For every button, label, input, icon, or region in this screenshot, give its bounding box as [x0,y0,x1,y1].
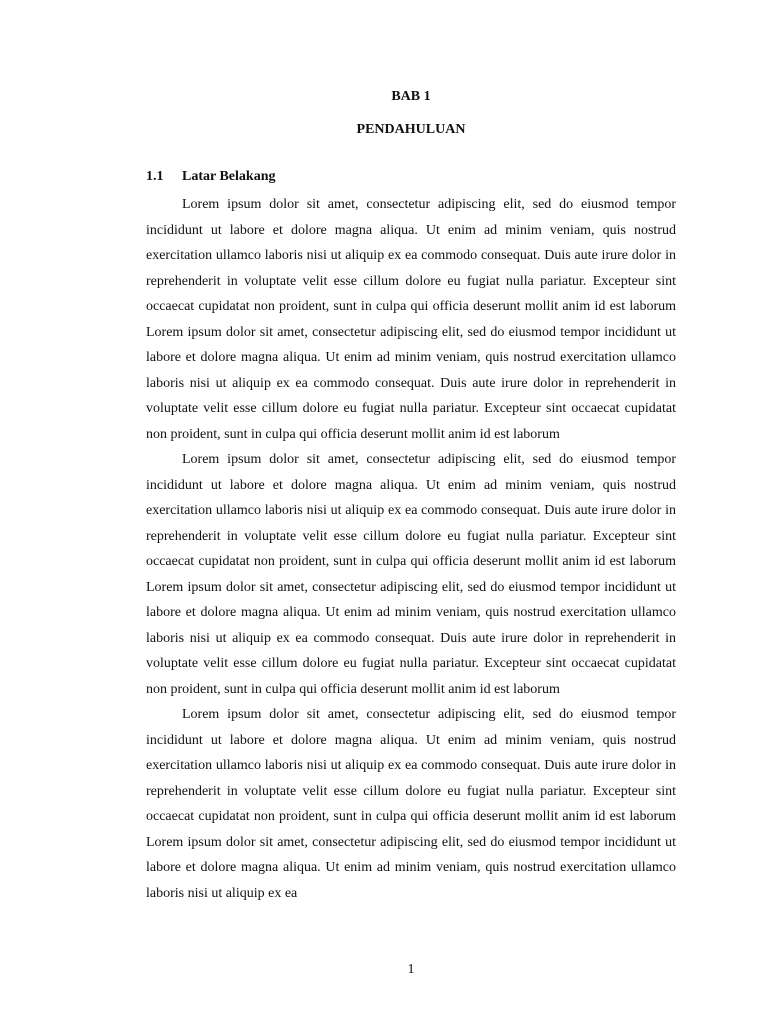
paragraph: Lorem ipsum dolor sit amet, consectetur adipiscing elit, sed do eiusmod tempor incididunt ut labore et dolore magna aliqua. Ut enim ad minim veniam, quis nostrud exercitation ullamco laboris nisi ut aliquip ex ea commodo consequat. Duis aute irure dolor in reprehenderit in voluptate velit esse cillum dolore eu fugiat nulla pariatur. Excepteur sint occaecat cupidatat non proident, sunt in culpa qui officia deserunt mollit anim id est laborum Lorem ipsum dolor sit amet, consectetur adipiscing elit, sed do eiusmod tempor incididunt ut labore et dolore magna aliqua. Ut enim ad minim veniam, quis nostrud exercitation ullamco laboris nisi ut aliquip ex ea commodo consequat. Duis aute irure dolor in reprehenderit in voluptate velit esse cillum dolore eu fugiat nulla pariatur. Excepteur sint occaecat cupidatat non proident, sunt in culpa qui officia deserunt mollit anim id est laborum [146,197,676,442]
section-number: 1.1 [146,169,164,184]
paragraph: Lorem ipsum dolor sit amet, consectetur adipiscing elit, sed do eiusmod tempor incididunt ut labore et dolore magna aliqua. Ut enim ad minim veniam, quis nostrud exercitation ullamco laboris nisi ut aliquip ex ea commodo consequat. Duis aute irure dolor in reprehenderit in voluptate velit esse cillum dolore eu fugiat nulla pariatur. Excepteur sint occaecat cupidatat non proident, sunt in culpa qui officia deserunt mollit anim id est laborum Lorem ipsum dolor sit amet, consectetur adipiscing elit, sed do eiusmod tempor incididunt ut labore et dolore magna aliqua. Ut enim ad minim veniam, quis nostrud exercitation ullamco laboris nisi ut aliquip ex ea [146,707,676,901]
body-text [146,192,676,906]
page-number: 1 [407,962,415,977]
chapter-title: PENDAHULUAN [356,122,466,137]
section-title: Latar Belakang [182,169,276,184]
section-heading [146,168,275,186]
paragraph: Lorem ipsum dolor sit amet, consectetur adipiscing elit, sed do eiusmod tempor incididunt ut labore et dolore magna aliqua. Ut enim ad minim veniam, quis nostrud exercitation ullamco laboris nisi ut aliquip ex ea commodo consequat. Duis aute irure dolor in reprehenderit in voluptate velit esse cillum dolore eu fugiat nulla pariatur. Excepteur sint occaecat cupidatat non proident, sunt in culpa qui officia deserunt mollit anim id est laborum Lorem ipsum dolor sit amet, consectetur adipiscing elit, sed do eiusmod tempor incididunt ut labore et dolore magna aliqua. Ut enim ad minim veniam, quis nostrud exercitation ullamco laboris nisi ut aliquip ex ea commodo consequat. Duis aute irure dolor in reprehenderit in voluptate velit esse cillum dolore eu fugiat nulla pariatur. Excepteur sint occaecat cupidatat non proident, sunt in culpa qui officia deserunt mollit anim id est laborum [146,452,676,697]
chapter-label: BAB 1 [391,89,431,104]
